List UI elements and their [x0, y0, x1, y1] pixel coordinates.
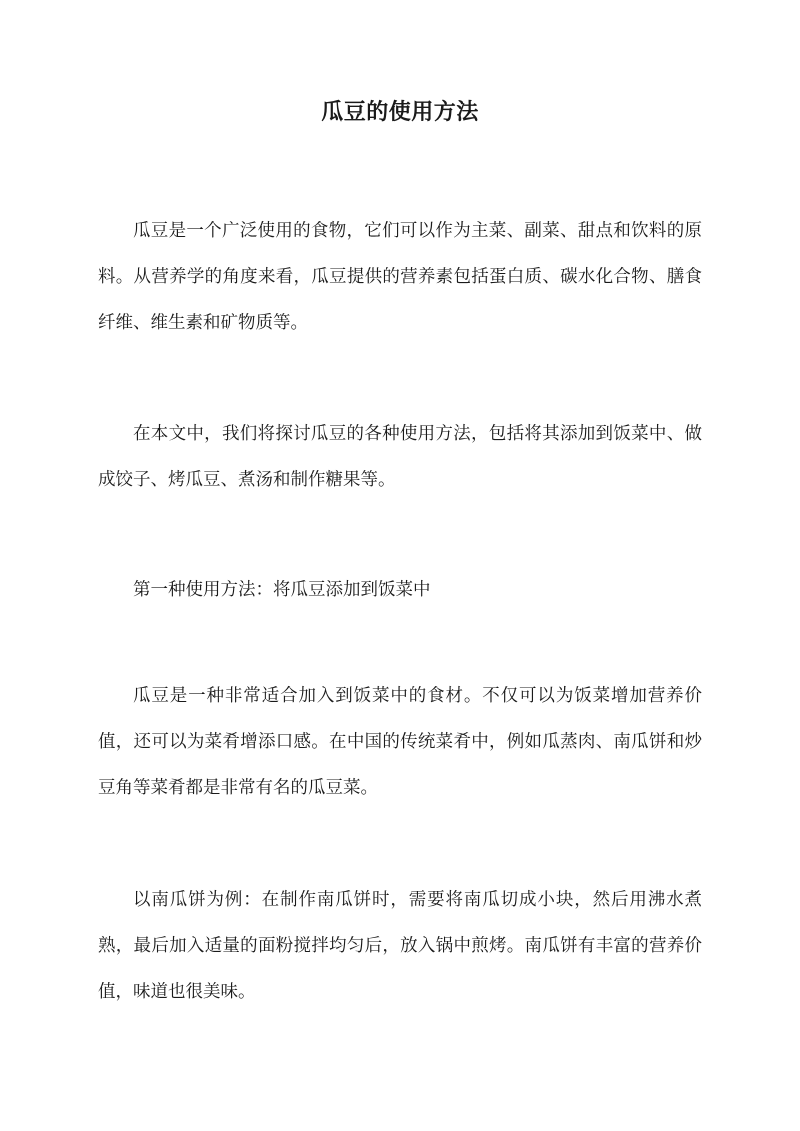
- paragraph-intro: 瓜豆是一个广泛使用的食物，它们可以作为主菜、副菜、甜点和饮料的原料。从营养学的角度来看，瓜豆提供的营养素包括蛋白质、碳水化合物、膳食纤维、维生素和矿物质等。: [98, 221, 702, 333]
- section-heading-first-method: 第一种使用方法：将瓜豆添加到饭菜中: [133, 580, 431, 600]
- paragraph-pumpkin-cake-example: 以南瓜饼为例：在制作南瓜饼时，需要将南瓜切成小块，然后用沸水煮熟，最后加入适量的面粉搅拌均匀后，放入锅中煎烤。南瓜饼有丰富的营养价值，味道也很美味。: [98, 890, 702, 1002]
- paragraph-first-method: 瓜豆是一种非常适合加入到饭菜中的食材。不仅可以为饭菜增加营养价值，还可以为菜肴增添口感。在中国的传统菜肴中，例如瓜蒸肉、南瓜饼和炒豆角等菜肴都是非常有名的瓜豆菜。: [98, 686, 702, 798]
- document-title: 瓜豆的使用方法: [321, 99, 479, 125]
- paragraph-overview: 在本文中，我们将探讨瓜豆的各种使用方法，包括将其添加到饭菜中、做成饺子、烤瓜豆、煮汤和制作糖果等。: [98, 424, 702, 490]
